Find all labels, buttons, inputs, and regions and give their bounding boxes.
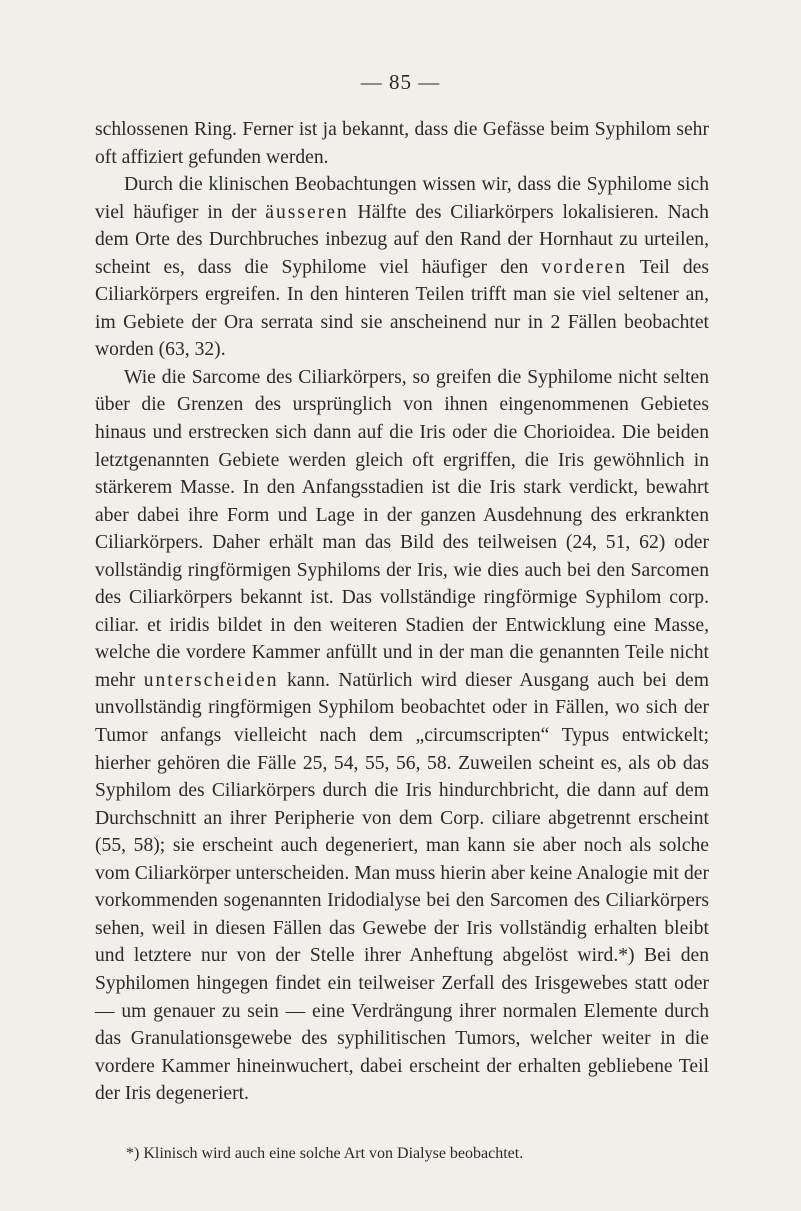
- body-text: [95, 116, 709, 1108]
- paragraph-1-text: schlossenen Ring. Ferner ist ja bekannt, dass die Gefässe beim Syphilom sehr oft affiziert gefunden werden.: [95, 119, 709, 168]
- footnote: *) Klinisch wird auch eine solche Art von Dialyse beobachtet.: [126, 1145, 524, 1162]
- paragraph-2-emphasis-vorderen: vorderen: [541, 256, 628, 278]
- page-number: — 85 —: [360, 70, 441, 94]
- paragraph-3-text-c: kann. Natürlich wird dieser Ausgang auch bei dem unvollständig ringförmigen Syphilom beobachtet oder in Fällen, wo sich der Tumor anfangs vielleicht nach dem „circumscripten“ Typus entwickelt; hierher gehören die Fälle 25, 54, 55, 56, 58. Zuweilen scheint es, als ob das Syphilom des Ciliarkörpers durch die Iris hindurchbricht, die dann auf dem Durchschnitt an ihrer Peripherie von dem Corp. ciliare abgetrennt erscheint (55, 58); sie erscheint auch degeneriert, man kann sie aber noch als solche vom Ciliarkörper unterscheiden. Man muss hierin aber keine Analogie mit der vorkommenden sogenannten Iridodialyse bei den Sarcomen des Ciliarkörpers sehen, weil in diesen Fällen das Gewebe der Iris vollständig erhalten bleibt und letztere nur von der Stelle ihrer Anheftung abgelöst wird.*) Bei den Syphilomen hingegen findet ein teilweiser Zerfall des Irisgewebes statt oder — um genauer zu sein — eine Verdrängung ihrer normalen Elemente durch das Granulationsgewebe des syphilitischen Tumors, welcher weiter in die vordere Kammer hineinwuchert, dabei erscheint der erhalten gebliebene Teil der Iris degeneriert.: [95, 669, 709, 1105]
- paragraph-2-text-c: Hälfte des Ciliarkörpers lokalisieren. Nach dem Orte des Durchbruches inbezug auf den Rand der Hornhaut zu urteilen, scheint es, dass die Syphilome viel häufiger den: [95, 201, 709, 278]
- paragraph-2-emphasis-aeusseren: äusseren: [265, 201, 349, 223]
- paragraph-2-text-a: Durch die klinischen Beobachtungen wissen wir, dass die Syphilome sich viel häufiger in der: [95, 174, 709, 223]
- paragraph-1: [95, 116, 709, 171]
- paragraph-2-text-e: Teil des Ciliarkörpers ergreifen. In den hinteren Teilen trifft man sie viel seltener an, im Gebiete der Ora serrata sind sie anscheinend nur in 2 Fällen beobachtet worden (63, 32).: [95, 256, 709, 361]
- paragraph-3-text-a: Wie die Sarcome des Ciliarkörpers, so greifen die Syphilome nicht selten über die Grenzen des ursprünglich von ihnen eingenommenen Gebietes hinaus und erstrecken sich dann auf die Iris oder die Chorioidea. Die beiden letztgenannten Gebiete werden gleich oft ergriffen, die Iris gewöhnlich in stärkerem Masse. In den Anfangsstadien ist die Iris stark verdickt, bewahrt aber dabei ihre Form und Lage in der ganzen Ausdehnung des erkrankten Ciliarkörpers. Daher erhält man das Bild des teilweisen (24, 51, 62) oder vollständig ringförmigen Syphiloms der Iris, wie dies auch bei den Sarcomen des Ciliarkörpers bekannt ist. Das vollständige ringförmige Syphilom corp. ciliar. et iridis bildet in den weiteren Stadien der Entwicklung eine Masse, welche die vordere Kammer anfüllt und in der man die genannten Teile nicht mehr: [95, 366, 709, 691]
- paragraph-2: [95, 171, 709, 364]
- paragraph-3-emphasis-unterscheiden: unterscheiden: [143, 669, 279, 691]
- paragraph-3: [95, 364, 709, 1108]
